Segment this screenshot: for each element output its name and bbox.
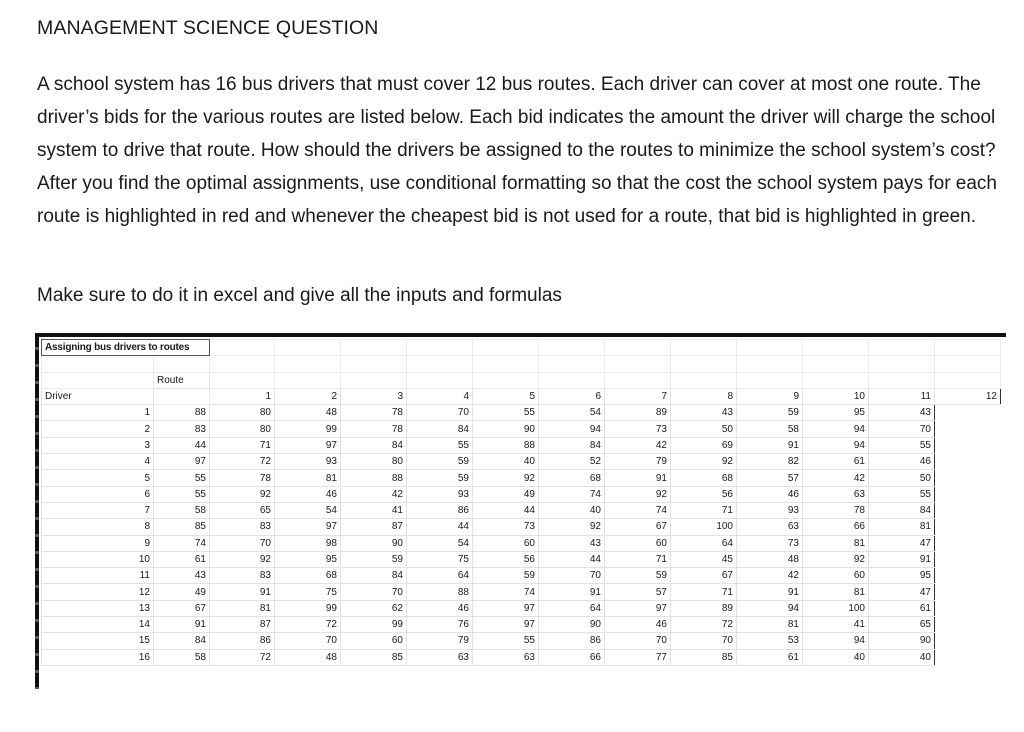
- driver-number-cell: 8: [42, 519, 154, 535]
- bid-cell: 91: [605, 470, 671, 486]
- bid-cell: 46: [869, 454, 935, 470]
- bid-cell: 82: [737, 454, 803, 470]
- bid-cell: 55: [869, 437, 935, 453]
- driver-number-cell: 12: [42, 584, 154, 600]
- bid-cell: 92: [473, 470, 539, 486]
- bid-cell: 60: [803, 568, 869, 584]
- bid-cell: 94: [803, 437, 869, 453]
- bid-cell: 99: [341, 617, 407, 633]
- bid-cell: 91: [737, 584, 803, 600]
- bid-cell: 68: [275, 568, 341, 584]
- bid-cell: 80: [210, 421, 275, 437]
- bid-cell: 80: [210, 405, 275, 421]
- bid-cell: 73: [605, 421, 671, 437]
- bid-cell: 58: [154, 649, 210, 665]
- bid-cell: 55: [869, 486, 935, 502]
- route-header-cell: 7: [605, 388, 671, 404]
- bid-cell: 40: [803, 649, 869, 665]
- driver-number-cell: 16: [42, 649, 154, 665]
- bid-cell: 93: [737, 502, 803, 518]
- driver-label: Driver: [42, 388, 154, 404]
- bid-cell: 89: [605, 405, 671, 421]
- route-header-cell: 12: [935, 388, 1001, 404]
- bid-cell: 56: [473, 551, 539, 567]
- bid-cell: 72: [275, 617, 341, 633]
- bid-cell: 85: [671, 649, 737, 665]
- bid-cell: 71: [210, 437, 275, 453]
- bid-cell: 78: [341, 421, 407, 437]
- bid-cell: 90: [341, 535, 407, 551]
- bid-cell: 46: [275, 486, 341, 502]
- route-header-cell: 8: [671, 388, 737, 404]
- bid-cell: 81: [869, 519, 935, 535]
- bid-cell: 63: [737, 519, 803, 535]
- table-row: [42, 600, 1001, 616]
- bid-cell: 69: [671, 437, 737, 453]
- bid-cell: 48: [737, 551, 803, 567]
- bid-cell: 71: [605, 551, 671, 567]
- spreadsheet-screenshot: [35, 333, 1006, 689]
- bid-cell: 74: [605, 502, 671, 518]
- bid-cell: 97: [154, 454, 210, 470]
- bid-cell: 42: [605, 437, 671, 453]
- bid-cell: 81: [803, 535, 869, 551]
- table-row: [42, 584, 1001, 600]
- driver-number-cell: 5: [42, 470, 154, 486]
- bid-cell: 63: [407, 649, 473, 665]
- bid-cell: 75: [275, 584, 341, 600]
- bid-cell: 98: [275, 535, 341, 551]
- bid-cell: 55: [407, 437, 473, 453]
- driver-number-cell: 6: [42, 486, 154, 502]
- bid-cell: 81: [737, 617, 803, 633]
- bid-cell: 58: [154, 502, 210, 518]
- bid-cell: 81: [803, 584, 869, 600]
- table-row: [42, 405, 1001, 421]
- driver-number-cell: 4: [42, 454, 154, 470]
- bid-cell: 88: [473, 437, 539, 453]
- bid-cell: 52: [539, 454, 605, 470]
- bid-cell: 47: [869, 584, 935, 600]
- bid-cell: 94: [803, 421, 869, 437]
- table-row: [42, 421, 1001, 437]
- question-text: A school system has 16 bus drivers that must cover 12 bus routes. Each driver can cover at most one route. The driver’s bids for the various routes are listed below. Each bid indicates the amount the driver will charge the school system to drive that route. How should the drivers be assigned to the routes to minimize the school system’s cost? After you find the optimal assignments, use conditional formatting so that the cost the school system pays for each route is highlighted in red and whenever the cheapest bid is not used for a route, that bid is highlighted in green.: [37, 74, 998, 227]
- bid-cell: 93: [407, 486, 473, 502]
- bid-cell: 40: [539, 502, 605, 518]
- bid-cell: 54: [275, 502, 341, 518]
- table-row: [42, 470, 1001, 486]
- bid-cell: 59: [341, 551, 407, 567]
- driver-number-cell: 10: [42, 551, 154, 567]
- bid-cell: 55: [154, 470, 210, 486]
- instruction-text: Make sure to do it in excel and give all the inputs and formulas: [37, 285, 562, 306]
- bid-cell: 55: [473, 405, 539, 421]
- bid-cell: 47: [869, 535, 935, 551]
- bid-cell: 86: [407, 502, 473, 518]
- bid-cell: 59: [605, 568, 671, 584]
- bid-cell: 90: [869, 633, 935, 649]
- bid-cell: 48: [275, 405, 341, 421]
- page-heading: MANAGEMENT SCIENCE QUESTION: [37, 17, 379, 39]
- route-header-cell: 6: [539, 388, 605, 404]
- bid-cell: 64: [539, 600, 605, 616]
- bid-cell: 43: [869, 405, 935, 421]
- bid-cell: 50: [671, 421, 737, 437]
- bid-cell: 91: [737, 437, 803, 453]
- bid-cell: 60: [605, 535, 671, 551]
- bid-cell: 40: [869, 649, 935, 665]
- bid-cell: 49: [154, 584, 210, 600]
- table-row: [42, 535, 1001, 551]
- bid-cell: 70: [605, 633, 671, 649]
- bid-cell: 78: [210, 470, 275, 486]
- bid-cell: 94: [539, 421, 605, 437]
- bid-cell: 42: [341, 486, 407, 502]
- route-header-cell: 1: [210, 388, 275, 404]
- bid-cell: 62: [341, 600, 407, 616]
- bid-cell: 43: [539, 535, 605, 551]
- bid-cell: 97: [473, 617, 539, 633]
- route-header-cell: 5: [473, 388, 539, 404]
- table-row: [42, 454, 1001, 470]
- route-header-cell: 3: [341, 388, 407, 404]
- bid-cell: 45: [671, 551, 737, 567]
- bid-cell: 85: [341, 649, 407, 665]
- bid-cell: 58: [737, 421, 803, 437]
- table-row: [42, 551, 1001, 567]
- bid-cell: 56: [671, 486, 737, 502]
- bid-cell: 54: [407, 535, 473, 551]
- bid-cell: 91: [154, 617, 210, 633]
- bid-cell: 77: [605, 649, 671, 665]
- bid-cell: 70: [869, 421, 935, 437]
- bid-cell: 68: [671, 470, 737, 486]
- bid-cell: 74: [154, 535, 210, 551]
- table-row: [42, 519, 1001, 535]
- route-header-cell: 10: [803, 388, 869, 404]
- bid-cell: 95: [803, 405, 869, 421]
- bid-cell: 48: [275, 649, 341, 665]
- bid-cell: 73: [737, 535, 803, 551]
- driver-number-cell: 2: [42, 421, 154, 437]
- bid-cell: 46: [407, 600, 473, 616]
- bid-cell: 46: [605, 617, 671, 633]
- bid-cell: 88: [341, 470, 407, 486]
- bid-cell: 50: [869, 470, 935, 486]
- bid-cell: 75: [407, 551, 473, 567]
- bid-cell: 95: [869, 568, 935, 584]
- sheet-title: Assigning bus drivers to routes: [42, 340, 210, 356]
- bid-cell: 55: [154, 486, 210, 502]
- bid-cell: 44: [539, 551, 605, 567]
- bid-cell: 99: [275, 421, 341, 437]
- driver-number-cell: 3: [42, 437, 154, 453]
- bid-cell: 57: [737, 470, 803, 486]
- driver-number-cell: 1: [42, 405, 154, 421]
- bid-cell: 79: [605, 454, 671, 470]
- bid-cell: 88: [407, 584, 473, 600]
- bid-cell: 93: [275, 454, 341, 470]
- bid-cell: 88: [154, 405, 210, 421]
- bid-cell: 71: [671, 502, 737, 518]
- bid-cell: 78: [803, 502, 869, 518]
- bid-cell: 67: [605, 519, 671, 535]
- bid-cell: 64: [407, 568, 473, 584]
- bid-cell: 65: [210, 502, 275, 518]
- bid-cell: 43: [154, 568, 210, 584]
- bid-cell: 84: [154, 633, 210, 649]
- bid-cell: 46: [737, 486, 803, 502]
- route-label: Route: [154, 372, 210, 388]
- table-row: [42, 437, 1001, 453]
- bid-cell: 42: [803, 470, 869, 486]
- bid-cell: 64: [671, 535, 737, 551]
- route-header-cell: 9: [737, 388, 803, 404]
- bid-cell: 74: [473, 584, 539, 600]
- bid-cell: 85: [154, 519, 210, 535]
- bid-cell: 73: [473, 519, 539, 535]
- bid-cell: 61: [154, 551, 210, 567]
- bid-cell: 42: [737, 568, 803, 584]
- bid-cell: 86: [210, 633, 275, 649]
- bid-cell: 97: [473, 600, 539, 616]
- bid-cell: 81: [275, 470, 341, 486]
- bid-cell: 81: [210, 600, 275, 616]
- bid-cell: 70: [341, 584, 407, 600]
- bid-cell: 83: [154, 421, 210, 437]
- bid-cell: 67: [671, 568, 737, 584]
- sheet-top-border: [35, 333, 1006, 337]
- bid-cell: 70: [407, 405, 473, 421]
- driver-number-cell: 13: [42, 600, 154, 616]
- driver-number-cell: 7: [42, 502, 154, 518]
- bid-cell: 67: [154, 600, 210, 616]
- bid-cell: 87: [210, 617, 275, 633]
- bid-cell: 76: [407, 617, 473, 633]
- bid-cell: 57: [605, 584, 671, 600]
- bid-cell: 84: [869, 502, 935, 518]
- bid-cell: 91: [539, 584, 605, 600]
- bid-cell: 59: [407, 470, 473, 486]
- bid-cell: 65: [869, 617, 935, 633]
- bid-cell: 84: [539, 437, 605, 453]
- bid-cell: 44: [473, 502, 539, 518]
- bid-cell: 94: [737, 600, 803, 616]
- bid-cell: 87: [341, 519, 407, 535]
- bid-cell: 59: [407, 454, 473, 470]
- bid-cell: 83: [210, 519, 275, 535]
- bid-cell: 72: [671, 617, 737, 633]
- driver-number-cell: 11: [42, 568, 154, 584]
- bid-cell: 55: [473, 633, 539, 649]
- route-header-cell: 4: [407, 388, 473, 404]
- table-row: [42, 502, 1001, 518]
- bid-cell: 90: [473, 421, 539, 437]
- bid-cell: 97: [605, 600, 671, 616]
- bid-cell: 99: [275, 600, 341, 616]
- bid-cell: 74: [539, 486, 605, 502]
- bid-cell: 59: [737, 405, 803, 421]
- bid-cell: 60: [473, 535, 539, 551]
- bid-cell: 95: [275, 551, 341, 567]
- bid-cell: 92: [671, 454, 737, 470]
- bid-cell: 63: [473, 649, 539, 665]
- bid-cell: 83: [210, 568, 275, 584]
- bid-cell: 84: [341, 437, 407, 453]
- sheet-row-header-strip: [35, 333, 39, 689]
- bid-cell: 84: [341, 568, 407, 584]
- bid-cell: 92: [210, 551, 275, 567]
- bid-cell: 71: [671, 584, 737, 600]
- route-header-cell: 2: [275, 388, 341, 404]
- bid-cell: 90: [539, 617, 605, 633]
- table-row: [42, 568, 1001, 584]
- table-row: [42, 633, 1001, 649]
- bids-table: [41, 339, 1001, 666]
- driver-number-cell: 14: [42, 617, 154, 633]
- bid-cell: 43: [671, 405, 737, 421]
- bid-cell: 70: [210, 535, 275, 551]
- bid-cell: 68: [539, 470, 605, 486]
- bid-cell: 89: [671, 600, 737, 616]
- bid-cell: 94: [803, 633, 869, 649]
- driver-number-cell: 9: [42, 535, 154, 551]
- bid-cell: 97: [275, 519, 341, 535]
- bid-cell: 66: [803, 519, 869, 535]
- bid-cell: 60: [341, 633, 407, 649]
- bid-cell: 44: [407, 519, 473, 535]
- bid-cell: 84: [407, 421, 473, 437]
- bid-cell: 54: [539, 405, 605, 421]
- bid-cell: 91: [869, 551, 935, 567]
- bid-cell: 70: [275, 633, 341, 649]
- bid-cell: 59: [473, 568, 539, 584]
- bid-cell: 91: [210, 584, 275, 600]
- bid-cell: 92: [605, 486, 671, 502]
- bid-cell: 97: [275, 437, 341, 453]
- table-row: [42, 649, 1001, 665]
- route-header-cell: 11: [869, 388, 935, 404]
- bid-cell: 70: [671, 633, 737, 649]
- bid-cell: 49: [473, 486, 539, 502]
- bid-cell: 41: [803, 617, 869, 633]
- bid-cell: 100: [803, 600, 869, 616]
- bid-cell: 41: [341, 502, 407, 518]
- bid-cell: 70: [539, 568, 605, 584]
- bid-cell: 61: [737, 649, 803, 665]
- bid-cell: 72: [210, 649, 275, 665]
- bid-cell: 40: [473, 454, 539, 470]
- bid-cell: 44: [154, 437, 210, 453]
- bid-cell: 61: [869, 600, 935, 616]
- bid-cell: 92: [210, 486, 275, 502]
- bid-cell: 53: [737, 633, 803, 649]
- bid-cell: 72: [210, 454, 275, 470]
- bid-cell: 92: [539, 519, 605, 535]
- bid-cell: 66: [539, 649, 605, 665]
- bid-cell: 92: [803, 551, 869, 567]
- bid-cell: 78: [341, 405, 407, 421]
- bid-cell: 80: [341, 454, 407, 470]
- table-row: [42, 486, 1001, 502]
- table-row: [42, 617, 1001, 633]
- driver-number-cell: 15: [42, 633, 154, 649]
- bid-cell: 79: [407, 633, 473, 649]
- bid-cell: 61: [803, 454, 869, 470]
- bid-cell: 63: [803, 486, 869, 502]
- bid-cell: 86: [539, 633, 605, 649]
- bid-cell: 100: [671, 519, 737, 535]
